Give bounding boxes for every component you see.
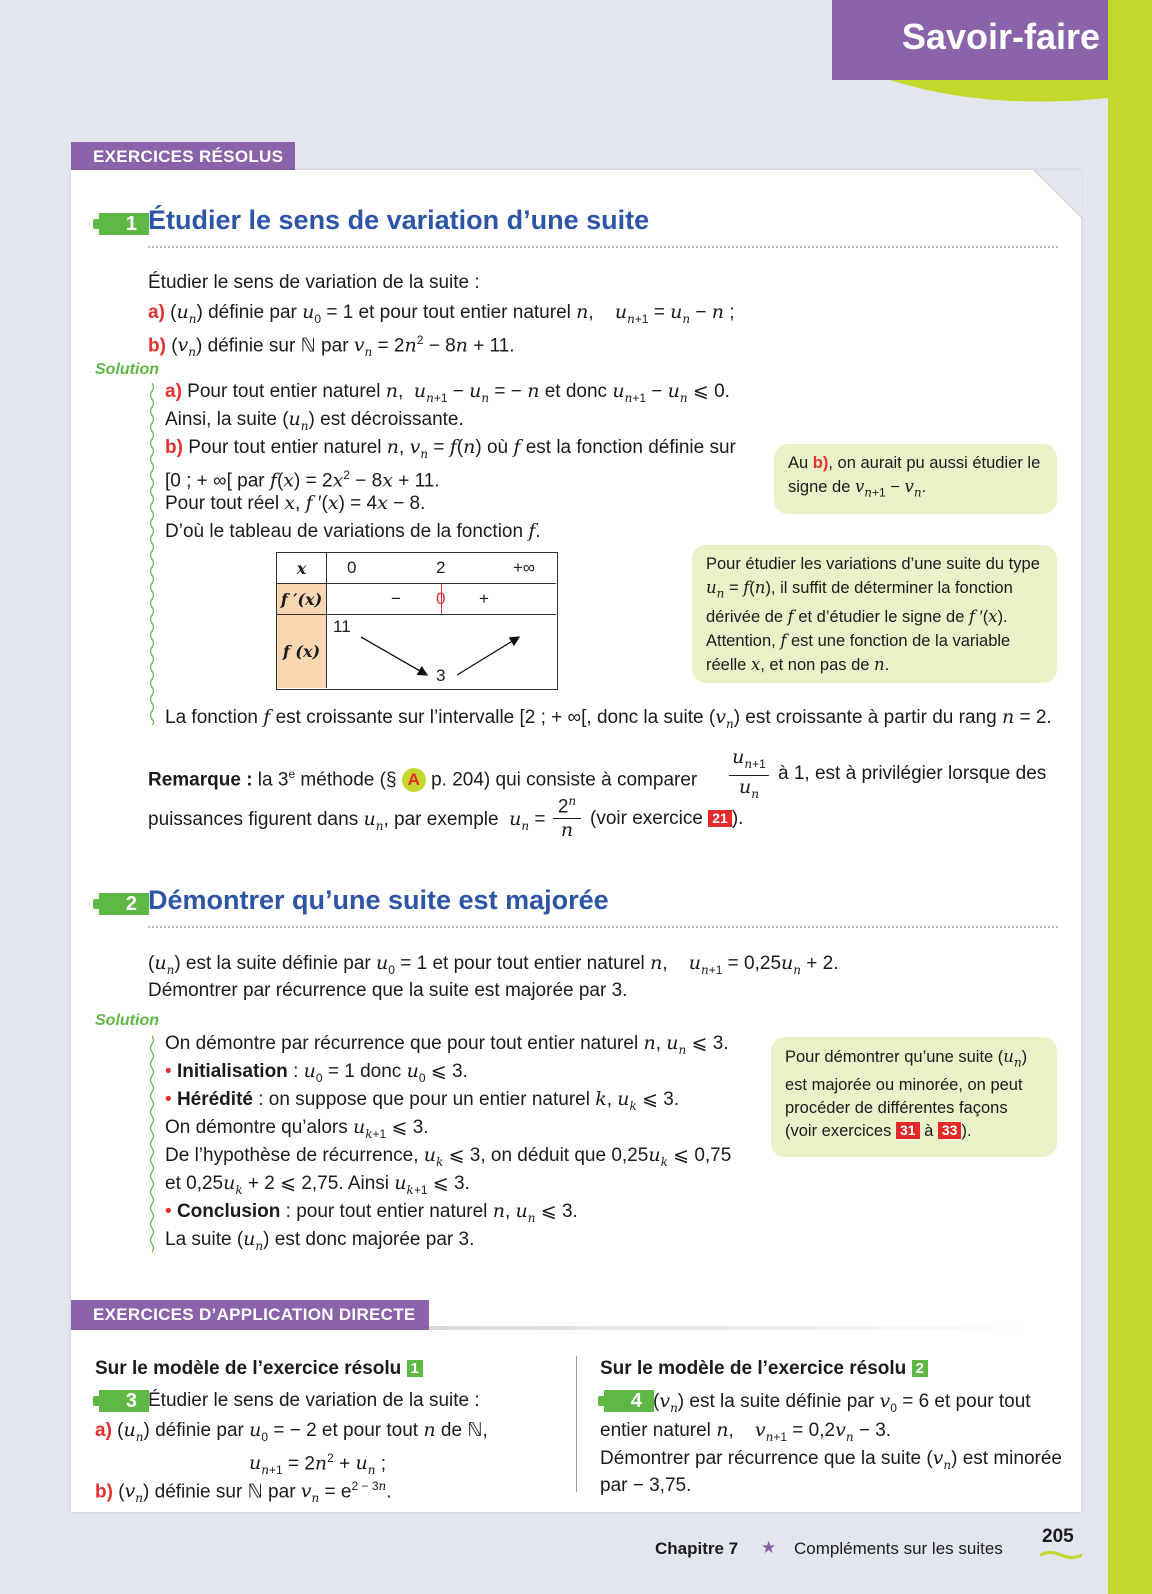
left-model-heading-text: Sur le modèle de l’exercice résolu	[95, 1358, 402, 1379]
exercise-ref-21[interactable]: 21	[708, 810, 732, 827]
ex1-prompt: Étudier le sens de variation de la suite :	[148, 272, 480, 293]
solution-wavy-line-2	[149, 1036, 155, 1252]
solution-wavy-line-1	[149, 383, 155, 725]
ex3-part-a-formula: $u_{n+1} = 2n^2 + u_n$ ;	[249, 1451, 387, 1478]
exercise-number-2: 2	[99, 893, 149, 915]
side-note-3: Pour démontrer qu’une suite $(u_n)$ est majorée ou minorée, on peut procéder de différentes façons (voir exercices 31 à 33 ).	[771, 1037, 1057, 1157]
remark-line2-end: (voir exercice 21 ).	[590, 808, 744, 829]
right-model-heading	[600, 1357, 928, 1381]
sol2-init: • Initialisation : $u_0 = 1$ donc $u_0$ ⩽ 3.	[165, 1060, 468, 1085]
footer-topic: Compléments sur les suites	[794, 1539, 1003, 1558]
ex4-line2: entier naturel n, $v_{n+1} = 0,2v_n - 3$.	[600, 1419, 892, 1444]
table-f-max: 11	[333, 617, 351, 636]
sol1-conclusion: La fonction f est croissante sur l’intervalle [2 ; + ∞[, donc la suite $(v_n)$ est croissante à partir du rang n = 2.	[165, 706, 1052, 731]
table-x-2: 2	[436, 558, 446, 577]
model-ref-1[interactable]: 1	[407, 1360, 423, 1377]
sol1-a-line1: a) Pour tout entier naturel n, $u_{n+1} - u_n$ = − n et donc $u_{n+1} - u_n$ ⩽ 0.	[165, 380, 730, 405]
sol1-b-line1: b) Pour tout entier naturel n, $v_n = f(n)$ où f est la fonction définie sur	[165, 436, 736, 461]
table-header-f: f (x)	[277, 615, 327, 688]
exercise-2-title: Démontrer qu’une suite est majorée	[148, 885, 609, 915]
sol2-line6: et $0,25u_k + 2$ ⩽ 2,75. Ainsi $u_{k+1}$ ⩽ 3.	[165, 1172, 470, 1197]
sol2-line8: La suite $(u_n)$ est donc majorée par 3.	[165, 1228, 475, 1253]
title-divider	[148, 926, 1058, 928]
sol2-line4: On démontre qu’alors $u_{k+1}$ ⩽ 3.	[165, 1116, 429, 1141]
left-model-heading	[95, 1357, 423, 1381]
table-header-x: x	[277, 553, 327, 584]
ex1-part-b: b) $(v_n)$ définie sur ℕ par $v_n = 2n^2 - 8n + 11$.	[148, 333, 515, 360]
ex3-part-a: a) $(u_n)$ définie par $u_0$ = − 2 et pour tout n de ℕ,	[95, 1419, 488, 1444]
model-ref-2[interactable]: 2	[912, 1360, 928, 1377]
side-note-2: Pour étudier les variations d’une suite du type $u_n = f(n)$, il suffit de déterminer la fonction dérivée de f et d’étudier le signe de f ′(x). Attention, f est une fonction de la variable réelle x, et non pas de n.	[692, 545, 1057, 683]
ex3-prompt: Étudier le sens de variation de la suite :	[148, 1390, 480, 1411]
table-x-0: 0	[347, 558, 357, 577]
zero-marker-line	[441, 584, 442, 614]
exercise-ref-31[interactable]: 31	[896, 1122, 920, 1139]
sol2-line1: On démontre par récurrence que pour tout entier naturel n, $u_n$ ⩽ 3.	[165, 1032, 729, 1057]
right-color-stripe	[1108, 0, 1152, 1594]
header-title: Savoir-faire	[901, 16, 1100, 57]
exercise-1-title: Étudier le sens de variation d’une suite	[148, 205, 650, 235]
banner-resolved: EXERCICES RÉSOLUS	[71, 142, 295, 172]
ex4-line3: Démontrer par récurrence que la suite $(v_n)$ est minorée	[600, 1447, 1062, 1472]
sol2-concl: • Conclusion : pour tout entier naturel n, $u_n$ ⩽ 3.	[165, 1200, 578, 1225]
sol2-line5: De l’hypothèse de récurrence, $u_k$ ⩽ 3, on déduit que $0,25u_k$ ⩽ 0,75	[165, 1144, 732, 1169]
remark-line1: Remarque : la 3e méthode (§ A p. 204) qui consiste à comparer	[148, 767, 698, 791]
variation-table	[276, 552, 558, 690]
sol1-b-line4: D’où le tableau de variations de la fonction f.	[165, 520, 541, 542]
banner-shadow	[429, 1326, 1029, 1330]
title-divider	[148, 246, 1058, 248]
footer-chapter: Chapitre 7	[655, 1539, 739, 1558]
right-model-heading-text: Sur le modèle de l’exercice résolu	[600, 1358, 907, 1379]
table-header-fprime: f ′(x)	[277, 584, 327, 615]
ex2-prompt-line1: $(u_n)$ est la suite définie par $u_0 = 1$ et pour tout entier naturel n, $u_{n+1} = 0,25u_n + 2$.	[148, 952, 839, 977]
folded-corner	[1034, 170, 1082, 218]
star-icon: ★	[761, 1538, 777, 1557]
column-separator	[576, 1356, 577, 1492]
ex2-prompt-line2: Démontrer par récurrence que la suite est majorée par 3.	[148, 980, 628, 1001]
solution-label-1: Solution	[95, 361, 159, 378]
sol1-b-line3: Pour tout réel x, f ′(x) = 4x − 8.	[165, 492, 426, 514]
ex4-line4: par − 3,75.	[600, 1475, 692, 1496]
exercise-number-3: 3	[99, 1390, 149, 1412]
concl-label: Conclusion	[176, 1201, 281, 1222]
table-f-min: 3	[436, 666, 446, 685]
banner-direct: EXERCICES D’APPLICATION DIRECTE	[71, 1300, 429, 1330]
sol1-b-line2: [0 ; + ∞[ par $f(x) = 2x^2 - 8x + 11$.	[165, 468, 440, 492]
remark-line1-end: à 1, est à privilégier lorsque des	[778, 763, 1047, 784]
section-a-badge[interactable]: A	[402, 768, 426, 792]
ex1-part-a: a) $(u_n)$ définie par $u_0 = 1$ et pour tout entier naturel n, $u_{n+1} = u_n - n$ ;	[148, 301, 735, 326]
exercise-ref-33[interactable]: 33	[938, 1122, 962, 1139]
exercise-number-4: 4	[604, 1390, 654, 1412]
table-sign-neg: −	[391, 589, 401, 608]
exercise-number-1: 1	[99, 213, 149, 235]
page-number-underline	[1040, 1550, 1082, 1560]
ex4-line1: $(v_n)$ est la suite définie par $v_0 = 6$ et pour tout	[653, 1390, 1031, 1415]
sol2-hered: • Hérédité : on suppose que pour un entier naturel k, $u_k$ ⩽ 3.	[165, 1088, 680, 1113]
sol1-a-line2: Ainsi, la suite $(u_n)$ est décroissante.	[165, 408, 464, 433]
table-sign-pos: +	[479, 589, 489, 608]
fraction-example: 2$^n$ n	[553, 790, 581, 842]
table-x-inf: +∞	[513, 558, 536, 577]
fraction-ratio: $u_{n+1}$ $u_n$	[729, 746, 769, 805]
table-sign-zero: 0	[436, 589, 446, 608]
remark-label: Remarque :	[148, 769, 253, 791]
hered-label: Hérédité	[176, 1089, 253, 1110]
variation-arrows	[277, 615, 556, 688]
remark-line2: puissances figurent dans $u_n$, par exemple $u_n$ =	[148, 808, 546, 833]
side-note-1: Au b), on aurait pu aussi étudier le signe de $v_{n+1} - v_n$.	[774, 444, 1057, 514]
ex3-part-b: b) $(v_n)$ définie sur ℕ par $v_n = e^{2 - 3n}$.	[95, 1479, 392, 1506]
page-number: 205	[1042, 1526, 1074, 1547]
table-row-line	[277, 583, 556, 584]
init-label: Initialisation	[176, 1061, 288, 1082]
solution-label-2: Solution	[95, 1012, 159, 1029]
